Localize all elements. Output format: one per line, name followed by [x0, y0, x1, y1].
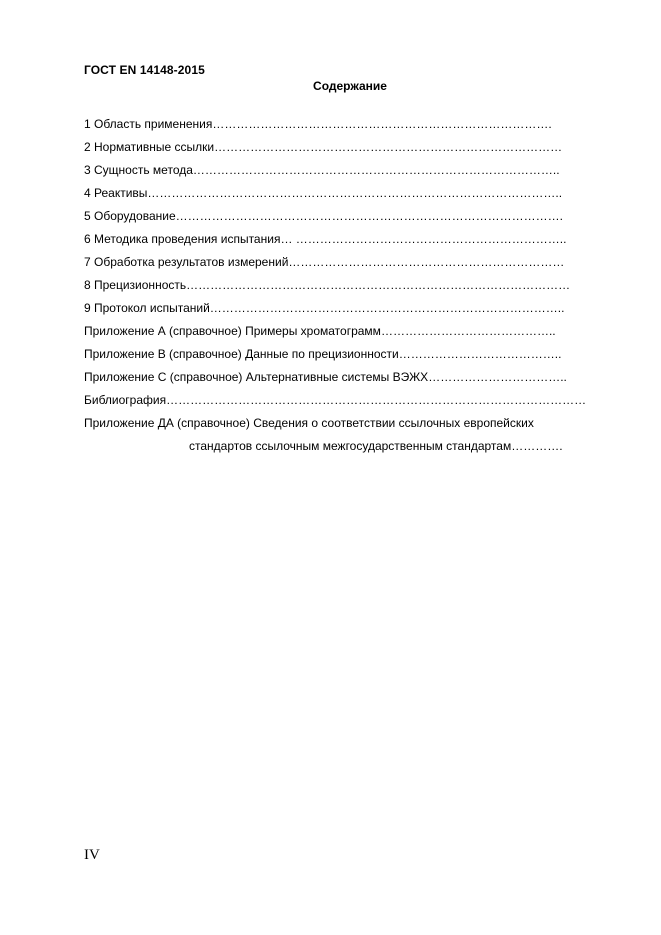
toc-entry-reagents[interactable]: [84, 186, 614, 209]
page-number: IV: [84, 847, 100, 863]
toc-entry-appendix-b[interactable]: [84, 347, 614, 370]
document-code: ГОСТ EN 14148-2015: [84, 63, 205, 77]
toc-entry-label: 5 Оборудование: [84, 209, 176, 223]
toc-entry-bibliography[interactable]: [84, 393, 614, 416]
toc-dot-leader: ……………………………………………………………………………………………: [166, 393, 587, 407]
toc-entry-method-principle[interactable]: [84, 163, 614, 186]
toc-dot-leader: ……………………………………..: [380, 324, 556, 338]
toc-entry-label: Приложение С (справочное) Альтернативные системы ВЭЖХ: [84, 370, 429, 384]
toc-entry-appendix-da[interactable]: [84, 416, 614, 462]
toc-dot-leader: ……………………………..: [428, 370, 567, 384]
toc-dot-leader: …………………………………………………………………………………………..: [147, 186, 563, 200]
toc-entry-equipment[interactable]: [84, 209, 614, 232]
toc-entry-label: Приложение В (справочное) Данные по прецизионности: [84, 347, 399, 361]
toc-entry-label: 8 Прецизионность: [84, 278, 187, 292]
toc-entry-normative-references[interactable]: [84, 140, 614, 163]
toc-dot-leader: ……………………………………………………………………………..: [209, 301, 565, 315]
toc-entry-label: 4 Реактивы: [84, 186, 148, 200]
toc-dot-leader: … …………………………………………………………..: [280, 232, 567, 246]
toc-entry-label: 2 Нормативные ссылки: [84, 140, 215, 154]
toc-entry-scope[interactable]: [84, 117, 614, 140]
toc-entry-label: 6 Методика проведения испытания: [84, 232, 281, 246]
toc-entry-label: 3 Сущность метода: [84, 163, 193, 177]
toc-entry-label-line2: [84, 439, 614, 462]
toc-entry-appendix-c[interactable]: [84, 370, 614, 393]
toc-entry-label-continuation: стандартов ссылочным межгосударственным стандартам: [189, 439, 512, 453]
toc-entry-label: 1 Область применения: [84, 117, 213, 131]
toc-entry-precision[interactable]: [84, 278, 614, 301]
toc-dot-leader: …………………………………………………………………………………….: [175, 209, 563, 223]
toc-dot-leader: ………………………………………………………………………………..: [192, 163, 560, 177]
toc-dot-leader: ……………………………………………………………: [288, 255, 565, 269]
toc-dot-leader: ……………………………………………………………………………………: [186, 278, 571, 292]
toc-entry-appendix-a[interactable]: [84, 324, 614, 347]
toc-entry-test-procedure[interactable]: [84, 232, 614, 255]
toc-entry-label: 7 Обработка результатов измерений: [84, 255, 289, 269]
toc-entry-results-processing[interactable]: [84, 255, 614, 278]
toc-dot-leader: ……………………………………………………………………………: [214, 140, 563, 154]
toc-dot-leader: …………………………………..: [398, 347, 562, 361]
toc-entry-label: Приложение А (справочное) Примеры хроматограмм: [84, 324, 381, 338]
toc-entry-label: Библиография: [84, 393, 167, 407]
toc-title: Содержание: [313, 79, 387, 93]
toc-dot-leader: ………………………………………………………………………….: [212, 117, 552, 131]
toc-entry-label: 9 Протокол испытаний: [84, 301, 210, 315]
table-of-contents: [84, 117, 614, 462]
toc-dot-leader: ………….: [511, 439, 563, 453]
toc-entry-test-report[interactable]: [84, 301, 614, 324]
toc-entry-label-line1: Приложение ДА (справочное) Сведения о соответствии ссылочных европейских: [84, 416, 534, 430]
